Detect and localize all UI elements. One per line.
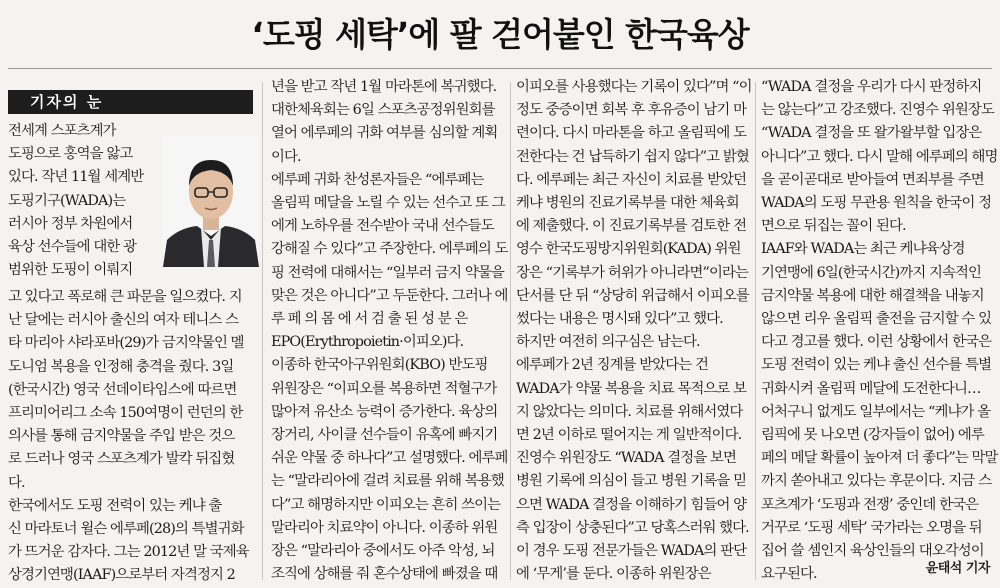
article-text-line: 면 2년 이하로 떨어지는 게 일반적이다.: [516, 427, 742, 444]
article-text-line: 측 입장이 상충된다”고 당혹스러워 했다.: [516, 519, 749, 536]
article-text-line: 림픽에 못 나오면 (강자들이 없어) 에루: [761, 427, 984, 444]
article-text-line: 루 페 의 몸 에 서 검 출 된 성 분 은: [271, 311, 468, 328]
top-rule: [8, 68, 992, 69]
article-text-line: EPO(Erythropoietin·이피오)다.: [271, 334, 464, 351]
article-text-line: 에 ‘무게’를 둔다. 이종하 위원장은: [516, 566, 711, 583]
article-text-line: 거꾸로 ‘도핑 세탁’ 국가라는 오명을 뒤: [761, 519, 982, 536]
article-text-line: 이피오를 사용했다는 기록이 있다”며 “이: [516, 79, 752, 95]
article-text-line: 장은 “말라리아 중에서도 아주 악성, 뇌: [271, 543, 495, 560]
article-text-line: 지 않았다는 의미다. 치료를 위해서였다: [516, 403, 743, 420]
article-text-line: 신 마라토너 윌슨 에루페(28)의 특별귀화: [8, 521, 244, 538]
article-text-line: 이다.: [271, 148, 301, 165]
article-text-line: 상경기연맹(IAAF)으로부터 자격정지 2: [8, 567, 235, 584]
article-text-line: 다. 에루페는 최근 자신이 치료를 받았던: [516, 171, 747, 188]
article-text-line: 타 마리아 샤라포바(29)가 금지약물인 멜: [8, 335, 244, 352]
column-divider: [510, 82, 511, 580]
article-text-line: 전세계 스포츠계가: [8, 123, 116, 139]
article-text-line: 않으면 리우 올림픽 출전을 금지할 수 있: [761, 311, 992, 328]
article-text-line: 도핑 전력이 있는 케냐 출신 선수를 특별: [761, 357, 992, 374]
article-text-line: 년을 받고 작년 1월 마라톤에 복귀했다.: [271, 79, 497, 95]
article-text-line: 는 않는다”고 강조했다. 진영수 위원장도: [761, 102, 994, 119]
article-text-line: 다.: [8, 474, 25, 491]
article-text-line: 로 드러나 영국 스포츠계가 발칵 뒤집혔: [8, 451, 235, 468]
article-text-line: 에루페 귀화 찬성론자들은 “에루페는: [271, 171, 484, 188]
article-text-line: 조직에 상해를 줘 혼수상태에 빠졌을 때: [271, 566, 498, 583]
article-text-line: 단서를 단 뒤 “상당히 위급해서 이피오를: [516, 287, 749, 304]
article-text-line: 위원장은 “이피오를 복용하면 적혈구가: [271, 380, 497, 397]
article-text-line: 열어 에루페의 귀화 여부를 심의할 계획: [271, 125, 498, 142]
article-text-line: 귀화시켜 올림픽 메달에 도전한다니…: [761, 380, 981, 397]
article-text-line: 이종하 한국아구위원회(KBO) 반도핑: [271, 357, 488, 374]
column-3: [516, 76, 752, 581]
article-text-line: 포츠계가 ‘도핑과 전쟁’ 중인데 한국은: [761, 496, 979, 513]
article-text-line: 정도 중증이면 회복 후 후유증이 남기 마: [516, 102, 747, 119]
article-text-line: 육상 선수들에 대한 광: [8, 239, 137, 256]
column-1-bottom: [8, 286, 253, 584]
article-text-line: 맞은 것은 아니다”고 두둔한다. 그러나 에: [271, 287, 508, 304]
article-text-line: 쉬운 약물 중 하나다”고 설명했다. 에루페: [271, 450, 508, 467]
article-text-line: 도니엄 복용을 인정해 충격을 줬다. 3일: [8, 358, 234, 375]
article-text-line: 에 제출했다. 이 진료기록부를 검토한 전: [516, 218, 747, 235]
article-text-line: 의사를 통해 금지약물을 주입 받은 것으: [8, 428, 235, 445]
article-text-line: “WADA 결정을 또 왈가왈부할 입장은: [761, 125, 982, 142]
article-text-line: 올림픽 메달을 노릴 수 있는 선수고 또 그: [271, 195, 505, 212]
article-text-line: 하지만 여전히 의구심은 남는다.: [516, 334, 700, 351]
article-text-line: 도핑으로 홍역을 앓고: [8, 146, 133, 163]
column-1-top: [8, 120, 160, 296]
article-text-line: WADA가 약물 복용을 치료 목적으로 보: [516, 380, 747, 397]
article-text-line: 강해질 수 있다”고 주장한다. 에루페의 도: [271, 241, 508, 258]
article-text-line: 집어 쓸 셈인지 육상인들의 대오각성이: [761, 543, 984, 560]
article-text-line: 련이다. 다시 마라톤을 하고 올림픽에 도: [516, 125, 747, 142]
article-text-line: 러시아 정부 차원에서: [8, 215, 133, 232]
column-divider: [262, 82, 263, 580]
article-text-line: 면으로 뒤집는 꼴이 된다.: [761, 218, 906, 235]
article-text-line: 요구된다.: [761, 566, 817, 583]
article-text-line: 있다. 작년 11월 세계반: [8, 169, 144, 186]
article-text-line: 이 경우 도핑 전문가들은 WADA의 판단: [516, 543, 747, 560]
column-2: [271, 76, 507, 581]
byline: 윤태석 기자: [925, 561, 990, 576]
article-text-line: 장은 “기록부가 허위가 아니라면”이라는: [516, 264, 748, 281]
article-text-line: 장거리, 사이클 선수들이 유혹에 빠지기: [271, 427, 498, 444]
article-text-line: 케냐 병원의 진료기록부를 대한 체육회: [516, 195, 739, 212]
article-text-line: 에게 노하우를 전수받아 국내 선수들도: [271, 218, 494, 235]
article-text-line: 병원 기록에 의심이 들고 병원 기록을 믿: [516, 473, 747, 490]
article-text-line: WADA의 도핑 무관용 원칙을 한국이 정: [761, 195, 992, 212]
article-text-line: (한국시간) 영국 선데이타임스에 따르면: [8, 381, 237, 398]
article-text-line: 는 “말라리아에 걸려 치료를 위해 복용했: [271, 473, 504, 490]
article-text-line: 에루페가 2년 징계를 받았다는 건: [516, 357, 708, 374]
reporter-photo: [163, 136, 259, 267]
column-divider: [755, 82, 756, 580]
article-text-line: 어처구니 없게도 일부에서는 “케냐가 올: [761, 403, 991, 420]
article-text-line: 대한체육회는 6일 스포츠공정위원회를: [271, 102, 495, 119]
article-text-line: 말라리아 치료약이 아니다. 이종하 위원: [271, 519, 498, 536]
article-text-line: 기연맹에 6일(한국시간)까지 지속적인: [761, 264, 982, 281]
article-text-line: 많아져 유산소 능력이 증가한다. 육상의: [271, 403, 498, 420]
article-text-line: “WADA 결정을 우리가 다시 판정하지: [761, 79, 982, 95]
article-text-line: 전한다는 건 납득하기 쉽지 않다”고 밝혔: [516, 148, 749, 165]
article-text-line: 도핑기구(WADA)는: [8, 192, 126, 209]
article-text-line: 을 곧이곧대로 받아들여 면죄부를 주면: [761, 171, 984, 188]
article-text-line: 한국에서도 도핑 전력이 있는 케냐 출: [8, 497, 222, 514]
article-text-line: 프리미어리그 소속 150여명이 런던의 한: [8, 405, 243, 422]
article-text-line: 난 달에는 러시아 출신의 여자 테니스 스: [8, 312, 239, 329]
article-headline: ‘도핑 세탁’에 팔 걷어붙인 한국육상: [251, 15, 749, 54]
article-text-line: 가 뜨거운 감자다. 그는 2012년 말 국제육: [8, 544, 249, 561]
article-text-line: 범위한 도핑이 이뤄지: [8, 262, 133, 279]
article-text-line: 금지약물 복용에 대한 해결책을 내놓지: [761, 287, 984, 304]
article-text-line: 고 있다고 폭로해 큰 파문을 일으켰다. 지: [8, 289, 242, 305]
article-text-line: 까지 쏟아내고 있다는 후문이다. 지금 스: [761, 473, 992, 490]
article-text-line: 아니다”고 했다. 다시 말해 에루페의 해명: [761, 148, 998, 165]
article-text-line: 다고 경고를 했다. 이런 상황에서 한국은: [761, 334, 992, 351]
article-text-line: 핑 전력에 대해서는 “일부러 금지 약물을: [271, 264, 504, 281]
reporter-portrait-image: [163, 136, 259, 267]
section-label: 기자의 눈: [8, 90, 253, 114]
article-text-line: 썼다는 내용은 명시돼 있다”고 했다.: [516, 311, 723, 328]
article-text-line: 으면 WADA 결정을 이해하기 힘들어 양: [516, 496, 747, 513]
article-text-line: 진영수 위원장도 “WADA 결정을 보면: [516, 450, 736, 467]
article-text-line: 다”고 해명하지만 이피오는 흔히 쓰이는: [271, 496, 501, 513]
article-text-line: IAAF와 WADA는 최근 케냐육상경: [761, 241, 965, 258]
article-text-line: 페의 메달 확률이 높아져 더 좋다”는 막말: [761, 450, 998, 467]
article-text-line: 영수 한국도핑방지위원회(KADA) 위원: [516, 241, 741, 258]
